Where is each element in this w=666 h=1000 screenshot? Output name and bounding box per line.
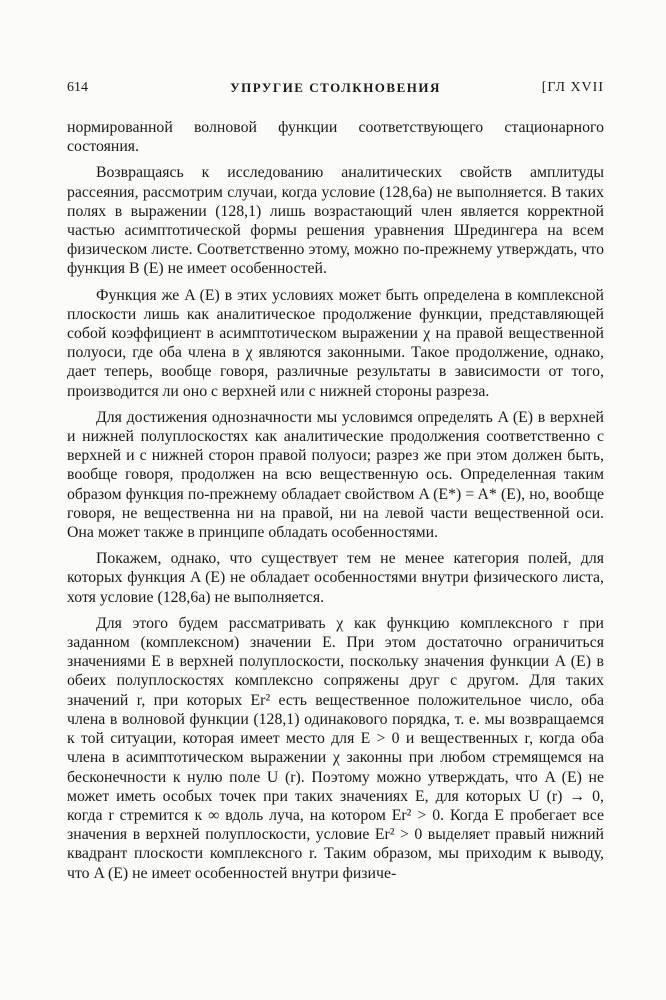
page-header <box>67 80 604 104</box>
page-number: 614 <box>67 80 88 95</box>
paragraph: Для этого будем рассматривать χ как функцию комплексного r при заданном (комплексном) значении E. При этом достаточно ограничиться значениями E в верхней полуплоскости, поскольку значения функции A (E) в обеих полуплоскостях комплексно сопряжены друг с другом. Для таких значений r, при которых Er² есть вещественное положительное число, оба члена в волновой функции (128,1) одинакового порядка, т. е. мы возвращаемся к той ситуации, которая имеет место для E > 0 и вещественных r, когда оба члена в асимптотическом выражении χ законны при любом стремящемся на бесконечности к нулю поле U (r). Поэтому можно утверждать, что A (E) не может иметь особых точек при таких значениях E, для которых U (r) → 0, когда r стремится к ∞ вдоль луча, на котором Er² > 0. Когда E пробегает все значения в верхней полуплоскости, условие Er² > 0 выделяет правый нижний квадрант плоскости комплексного r. Таким образом, мы приходим к выводу, что A (E) не имеет особенностей внутри физиче- <box>67 614 604 882</box>
page-body <box>67 118 604 883</box>
paragraph-continuation: нормированной волновой функции соответствующего стационарного состояния. <box>67 119 604 156</box>
paragraph: Покажем, однако, что существует тем не менее категория полей, для которых функция A (E) не обладает особенностями внутри физического листа, хотя условие (128,6а) не выполняется. <box>67 550 604 606</box>
paragraph: Функция же A (E) в этих условиях может быть определена в комплексной плоскости лишь как аналитическое продолжение функции, представляющей собой коэффициент в асимптотическом выражении χ на правой вещественной полуоси, где оба члена в χ являются законными. Такое продолжение, однако, дает теперь, вообще говоря, различные результаты в зависимости от того, производится ли оно с верхней или с нижней стороны разреза. <box>67 286 604 400</box>
paragraph: Для достижения однозначности мы условимся определять A (E) в верхней и нижней полуплоскостях как аналитические продолжения соответственно с верхней и с нижней сторон правой полуоси; разрез же при этом должен быть, вообще говоря, продолжен на всю вещественную ось. Определенная таким образом функция по-прежнему обладает свойством A (E*) = A* (E), но, вообще говоря, не вещественна ни на правой, ни на левой части вещественной оси. Она может также в принципе обладать особенностями. <box>67 408 604 542</box>
running-title: УПРУГИЕ СТОЛКНОВЕНИЯ <box>230 80 441 95</box>
paragraph: Возвращаясь к исследованию аналитических свойств амплитуды рассеяния, рассмотрим случаи, когда условие (128,6а) не выполняется. В таких полях в выражении (128,1) лишь возрастающий член является корректной частью асимптотической формы решения уравнения Шредингера на всем физическом листе. Соответственно этому, можно по-прежнему утверждать, что функция B (E) не имеет особенностей. <box>67 164 604 278</box>
chapter-label: [ГЛ XVII <box>541 80 604 95</box>
